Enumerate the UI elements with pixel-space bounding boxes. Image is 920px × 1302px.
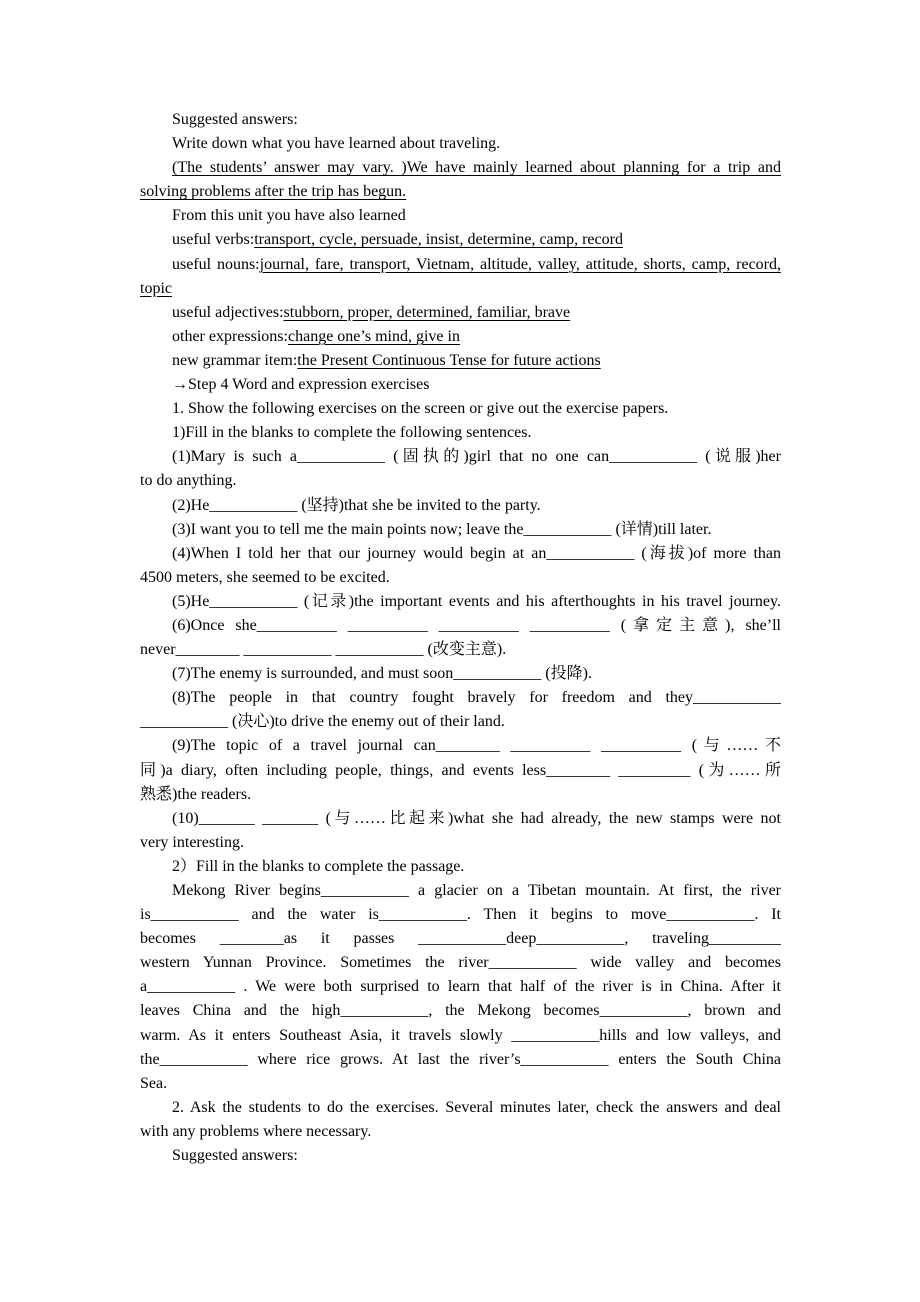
- text-run: (5)He___________ (记录)the important events and his afterthoughts in his travel journey.: [172, 592, 781, 610]
- text-run: (8)The people in that country fought bravely for freedom and they___________: [172, 689, 781, 707]
- text-run: is___________ and the water is___________. Then it begins to move___________. It: [140, 906, 781, 924]
- underlined-text-run: transport, cycle, persuade, insist, determine, camp, record: [254, 231, 623, 249]
- document-body: [140, 108, 781, 1168]
- text-run: (9)The topic of a travel journal can________ __________ __________ (与……不: [172, 737, 781, 755]
- text-line: [140, 1144, 781, 1168]
- text-run: Sea.: [140, 1074, 168, 1092]
- text-run: very interesting.: [140, 833, 244, 851]
- text-run: (7)The enemy is surrounded, and must soon___________ (投降).: [172, 665, 592, 683]
- text-line: [140, 807, 781, 831]
- text-line: [140, 1072, 781, 1096]
- text-run: (6)Once she__________ __________ __________ __________ (拿定主意), she’ll: [172, 616, 781, 634]
- text-line: [140, 542, 781, 566]
- text-line: [140, 1048, 781, 1072]
- text-line: [140, 373, 781, 397]
- text-run: western Yunnan Province. Sometimes the river___________ wide valley and becomes: [140, 954, 781, 972]
- text-run: the___________ where rice grows. At last the river’s___________ enters the South China: [140, 1050, 781, 1068]
- text-run: useful adjectives:: [172, 303, 284, 321]
- text-line: [140, 301, 781, 325]
- text-line: [140, 1096, 781, 1120]
- text-run: (1)Mary is such a___________ (固执的)girl that no one can___________ (说服)her: [172, 448, 781, 466]
- text-run: 熟悉)the readers.: [140, 785, 252, 803]
- underlined-text-run: the Present Continuous Tense for future actions: [297, 351, 601, 369]
- text-line: [140, 180, 781, 204]
- text-line: [140, 108, 781, 132]
- text-line: [140, 879, 781, 903]
- text-line: [140, 975, 781, 999]
- text-line: [140, 951, 781, 975]
- text-line: [140, 445, 781, 469]
- text-line: [140, 397, 781, 421]
- text-run: (10)_______ _______ (与……比起来)what she had already, the new stamps were not: [172, 809, 781, 827]
- text-run: with any problems where necessary.: [140, 1122, 372, 1140]
- text-line: [140, 855, 781, 879]
- text-run: (2)He___________ (坚持)that she be invited to the party.: [172, 496, 541, 514]
- text-run: 同)a diary, often including people, things, and events less________ _________ (为……所: [140, 761, 781, 779]
- underlined-text-run: solving problems after the trip has begun.: [140, 183, 407, 201]
- text-line: [140, 783, 781, 807]
- text-line: [140, 204, 781, 228]
- text-run: Mekong River begins___________ a glacier on a Tibetan mountain. At first, the river: [172, 882, 781, 899]
- text-line: [140, 638, 781, 662]
- text-run: new grammar item:: [172, 351, 298, 369]
- underlined-text-run: change one’s mind, give in: [287, 327, 460, 345]
- text-line: [140, 156, 781, 180]
- text-run: useful nouns:: [172, 255, 260, 273]
- text-line: [140, 325, 781, 349]
- text-run: leaves China and the high___________, the Mekong becomes___________, brown and: [140, 1002, 781, 1020]
- text-run: From this unit you have also learned: [172, 207, 406, 225]
- text-line: [140, 903, 781, 927]
- text-run: never________ ___________ ___________ (改变主意).: [140, 641, 507, 659]
- text-line: [140, 228, 781, 252]
- text-line: [140, 566, 781, 590]
- text-line: [140, 686, 781, 710]
- text-line: [140, 759, 781, 783]
- text-run: 1. Show the following exercises on the screen or give out the exercise papers.: [172, 400, 669, 418]
- text-run: 2）Fill in the blanks to complete the passage.: [172, 857, 465, 875]
- text-run: (3)I want you to tell me the main points now; leave the___________ (详情)till later.: [172, 520, 712, 538]
- text-line: [140, 469, 781, 493]
- text-line: [140, 999, 781, 1023]
- text-line: [140, 710, 781, 734]
- underlined-text-run: journal, fare, transport, Vietnam, altitude, valley, attitude, shorts, camp, record,: [259, 255, 781, 273]
- text-line: [140, 518, 781, 542]
- text-run: useful verbs:: [172, 231, 255, 249]
- text-run: ___________ (决心)to drive the enemy out of their land.: [140, 713, 505, 731]
- text-line: [140, 253, 781, 277]
- text-line: [140, 349, 781, 373]
- text-line: [140, 1024, 781, 1048]
- text-line: [140, 494, 781, 518]
- text-line: [140, 590, 781, 614]
- text-run: (4)When I told her that our journey would begin at an___________ (海拔)of more than: [172, 544, 781, 562]
- text-line: [140, 421, 781, 445]
- text-run: becomes ________as it passes ___________deep___________, traveling_________: [140, 930, 781, 948]
- text-run: to do anything.: [140, 472, 237, 490]
- text-line: [140, 132, 781, 156]
- underlined-text-run: stubborn, proper, determined, familiar, brave: [283, 303, 571, 321]
- text-run: 2. Ask the students to do the exercises. Several minutes later, check the answers and deal: [172, 1098, 781, 1116]
- text-run: →Step 4 Word and expression exercises: [172, 376, 430, 394]
- text-run: 4500 meters, she seemed to be excited.: [140, 568, 390, 586]
- text-line: [140, 734, 781, 758]
- text-line: [140, 1120, 781, 1144]
- text-run: Write down what you have learned about traveling.: [172, 135, 501, 153]
- text-run: 1)Fill in the blanks to complete the following sentences.: [172, 424, 532, 442]
- text-line: [140, 831, 781, 855]
- text-run: warm. As it enters Southeast Asia, it travels slowly ___________hills and low valleys, and: [140, 1026, 781, 1044]
- text-run: Suggested answers:: [172, 1147, 298, 1165]
- underlined-text-run: topic: [140, 279, 172, 297]
- text-run: other expressions:: [172, 327, 288, 345]
- text-run: a___________ . We were both surprised to learn that half of the river is in China. After it: [140, 978, 781, 996]
- text-line: [140, 662, 781, 686]
- text-line: [140, 614, 781, 638]
- underlined-text-run: (The students’ answer may vary. )We have mainly learned about planning for a trip and: [172, 159, 781, 177]
- text-run: Suggested answers:: [172, 111, 298, 128]
- text-line: [140, 927, 781, 951]
- text-line: [140, 277, 781, 301]
